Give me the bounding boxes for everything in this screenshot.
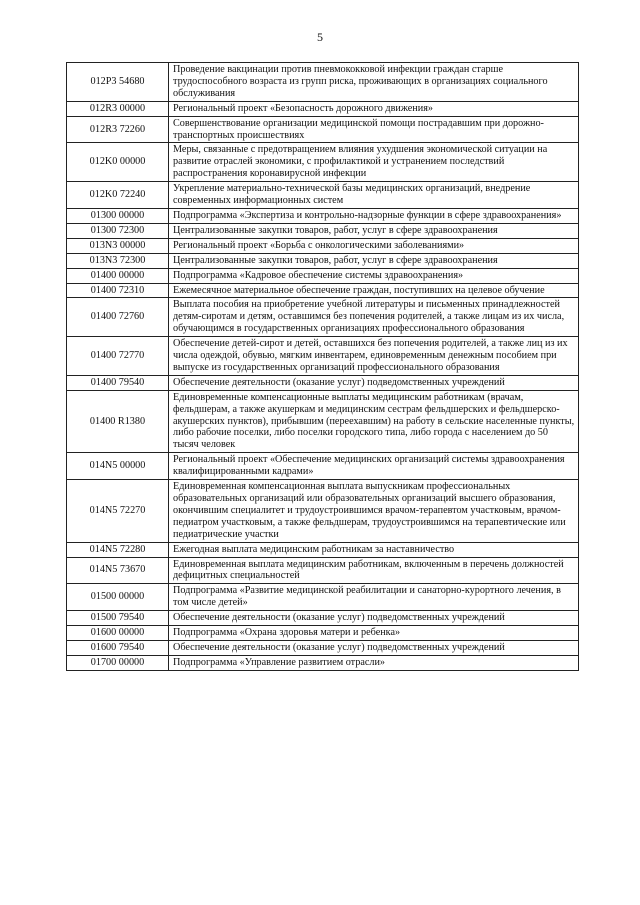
item-name-cell: Централизованные закупки товаров, работ, услуг в сфере здравоохранения [169,223,579,238]
budget-code-cell: 01400 72310 [67,283,169,298]
budget-code-cell: 01700 00000 [67,655,169,670]
table-row [67,253,579,268]
table-row [67,626,579,641]
budget-code-cell: 014N5 72270 [67,480,169,543]
budget-code-cell: 014N5 00000 [67,453,169,480]
budget-code-cell: 01400 00000 [67,268,169,283]
table-row [67,375,579,390]
budget-code-cell: 01400 79540 [67,375,169,390]
item-name-cell: Региональный проект «Обеспечение медицинских организаций системы здравоохранения квалифицированными кадрами» [169,453,579,480]
item-name-cell: Централизованные закупки товаров, работ, услуг в сфере здравоохранения [169,253,579,268]
budget-code-cell: 013N3 72300 [67,253,169,268]
table-row [67,542,579,557]
item-name-cell: Ежемесячное материальное обеспечение граждан, поступивших на целевое обучение [169,283,579,298]
budget-code-cell: 012K0 72240 [67,182,169,209]
item-name-cell: Региональный проект «Борьба с онкологическими заболеваниями» [169,238,579,253]
table-row [67,268,579,283]
table-row [67,480,579,543]
item-name-cell: Подпрограмма «Охрана здоровья матери и ребенка» [169,626,579,641]
table-row [67,640,579,655]
item-name-cell: Совершенствование организации медицинской помощи пострадавшим при дорожно-транспортных происшествиях [169,116,579,143]
budget-code-cell: 012Р3 54680 [67,63,169,102]
item-name-cell: Меры, связанные с предотвращением влияния ухудшения экономической ситуации на развитие отраслей экономики, с профилактикой и устранением последствий распространения коронавирусной инфекции [169,143,579,182]
budget-code-cell: 012R3 72260 [67,116,169,143]
table-row [67,182,579,209]
budget-code-cell: 01400 72770 [67,337,169,376]
budget-code-cell: 01600 00000 [67,626,169,641]
budget-code-cell: 014N5 73670 [67,557,169,584]
table-row [67,208,579,223]
table-row [67,390,579,453]
item-name-cell: Единовременная компенсационная выплата выпускникам профессиональных образовательных организаций или образовательных организаций высшего образования, окончившим специалитет и трудоустроившимся врачом-терапевтом участковым, врачом-педиатром участковым, а также фельдшерам, трудоустроившимся на терапевтические или педиатрические участки [169,480,579,543]
item-name-cell: Обеспечение деятельности (оказание услуг) подведомственных учреждений [169,640,579,655]
budget-code-cell: 01400 R1380 [67,390,169,453]
table-row [67,238,579,253]
item-name-cell: Проведение вакцинации против пневмококковой инфекции граждан старше трудоспособного возраста из групп риска, проживающих в организациях социального обслуживания [169,63,579,102]
item-name-cell: Укрепление материально-технической базы медицинских организаций, внедрение современных информационных систем [169,182,579,209]
table-row [67,557,579,584]
table-row [67,63,579,102]
table-row [67,101,579,116]
table-row [67,116,579,143]
table-row [67,584,579,611]
table-row [67,223,579,238]
item-name-cell: Единовременная выплата медицинским работникам, включенным в перечень должностей дефицитных специальностей [169,557,579,584]
item-name-cell: Подпрограмма «Кадровое обеспечение системы здравоохранения» [169,268,579,283]
item-name-cell: Обеспечение деятельности (оказание услуг) подведомственных учреждений [169,611,579,626]
item-name-cell: Подпрограмма «Экспертиза и контрольно-надзорные функции в сфере здравоохранения» [169,208,579,223]
table-row [67,655,579,670]
budget-code-cell: 012R3 00000 [67,101,169,116]
budget-code-cell: 012K0 00000 [67,143,169,182]
table-row [67,298,579,337]
item-name-cell: Обеспечение детей-сирот и детей, оставшихся без попечения родителей, а также лиц из их числа одеждой, обувью, мягким инвентарем, единовременным денежным пособием при выпуске из государственных организаций профессионального образования [169,337,579,376]
table-row [67,283,579,298]
table-row [67,143,579,182]
budget-code-cell: 01300 72300 [67,223,169,238]
budget-code-cell: 013N3 00000 [67,238,169,253]
table-row [67,453,579,480]
budget-code-cell: 01300 00000 [67,208,169,223]
item-name-cell: Единовременные компенсационные выплаты медицинским работникам (врачам, фельдшерам, а также акушеркам и медицинским сестрам фельдшерских и фельдшерско-акушерских пунктов), прибывшим (переехавшим) на работу в сельские населенные пункты, либо рабочие поселки, либо поселки городского типа, либо города с населением до 50 тысяч человек [169,390,579,453]
item-name-cell: Ежегодная выплата медицинским работникам за наставничество [169,542,579,557]
table-body [67,63,579,671]
table-row [67,611,579,626]
budget-code-cell: 014N5 72280 [67,542,169,557]
budget-code-cell: 01600 79540 [67,640,169,655]
budget-code-cell: 01400 72760 [67,298,169,337]
item-name-cell: Выплата пособия на приобретение учебной литературы и письменных принадлежностей детям-сиротам и детям, оставшимся без попечения родителей, а также лицам из их числа, обучающимся в государственных организациях профессионального образования [169,298,579,337]
item-name-cell: Обеспечение деятельности (оказание услуг) подведомственных учреждений [169,375,579,390]
item-name-cell: Подпрограмма «Управление развитием отрасли» [169,655,579,670]
table-row [67,337,579,376]
budget-code-table [66,62,579,671]
item-name-cell: Подпрограмма «Развитие медицинской реабилитации и санаторно-курортного лечения, в том числе детей» [169,584,579,611]
budget-code-cell: 01500 79540 [67,611,169,626]
page-number: 5 [317,30,323,44]
budget-code-cell: 01500 00000 [67,584,169,611]
item-name-cell: Региональный проект «Безопасность дорожного движения» [169,101,579,116]
